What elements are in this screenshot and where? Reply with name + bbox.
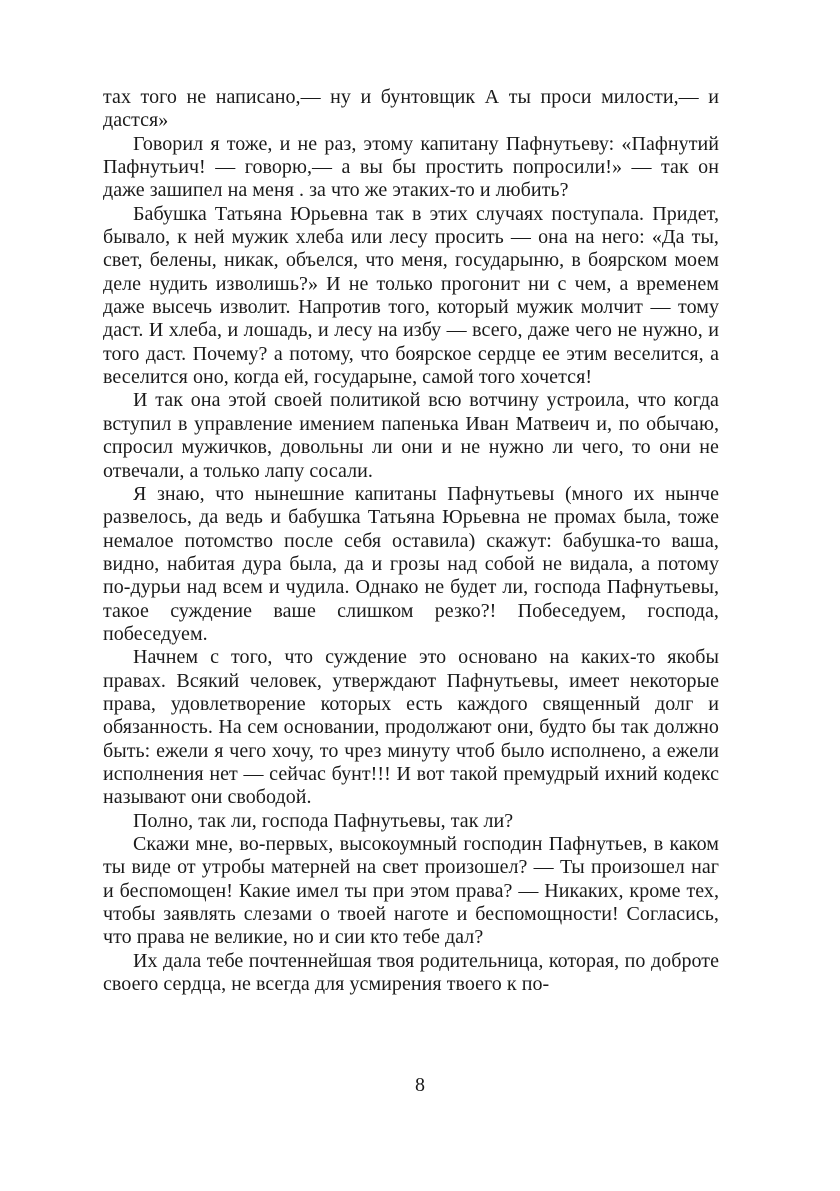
paragraph-4: И так она этой своей политикой всю вотчину устроила, что когда вступил в управление имением папенька Иван Матвеич и, по обычаю, спросил мужичков, довольны ли они и не нужно ли чего, то они не отвечали, а только лапу сосали.	[103, 389, 719, 482]
paragraph-8: Скажи мне, во-первых, высокоумный господин Пафнутьев, в каком ты виде от утробы матерней на свет произошел? — Ты произошел наг и беспомощен! Какие имел ты при этом права? — Никаких, кроме тех, чтобы заявлять слезами о твоей наготе и беспомощности! Согласись, что права не великие, но и сии кто тебе дал?	[103, 833, 719, 949]
page-number: 8	[415, 1074, 425, 1096]
body-text	[103, 86, 719, 996]
paragraph-5: Я знаю, что нынешние капитаны Пафнутьевы (много их нынче развелось, да ведь и бабушка Татьяна Юрьевна не промах была, тоже немалое потомство после себя оставила) скажут: бабушка-то ваша, видно, набитая дура была, да и грозы над собой не видала, а потому по-дурьи над всем и чудила. Однако не будет ли, господа Пафнутьевы, такое суждение ваше слишком резко?! Побеседуем, господа, побеседуем.	[103, 482, 719, 645]
paragraph-9: Их дала тебе почтеннейшая твоя родительница, которая, по доброте своего сердца, не всегда для усмирения твоего к по-	[103, 949, 719, 996]
paragraph-1: тах того не написано,— ну и бунтовщик А ты проси милости,— и дастся»	[103, 86, 719, 132]
paragraph-7: Полно, так ли, господа Пафнутьевы, так ли?	[133, 809, 514, 832]
paragraph-6: Начнем с того, что суждение это основано на каких-то якобы правах. Всякий человек, утверждают Пафнутьевы, имеет некоторые права, удовлетворение которых есть каждого священный долг и обязанность. На сем основании, продолжают они, будто бы так должно быть: ежели я чего хочу, то чрез минуту чтоб было исполнено, а ежели исполнения нет — сейчас бунт!!! И вот такой премудрый ихний кодекс называют они свободой.	[103, 646, 719, 809]
paragraph-3: Бабушка Татьяна Юрьевна так в этих случаях поступала. Придет, бывало, к ней мужик хлеба или лесу просить — она на него: «Да ты, свет, белены, никак, объелся, что меня, государыню, в боярском моем деле нудить изволишь?» И не только прогонит ни с чем, а временем даже высечь изволит. Напротив того, который мужик молчит — тому даст. И хлеба, и лошадь, и лесу на избу — всего, даже чего не нужно, и того даст. Почему? а потому, что боярское сердце ее этим веселится, а веселится оно, когда ей, государыне, самой того хочется!	[103, 202, 719, 389]
paragraph-2: Говорил я тоже, и не раз, этому капитану Пафнутьеву: «Пафнутий Пафнутьич! — говорю,— а вы бы простить попросили!» — так он даже зашипел на меня . за что же этаких-то и любить?	[103, 132, 719, 202]
